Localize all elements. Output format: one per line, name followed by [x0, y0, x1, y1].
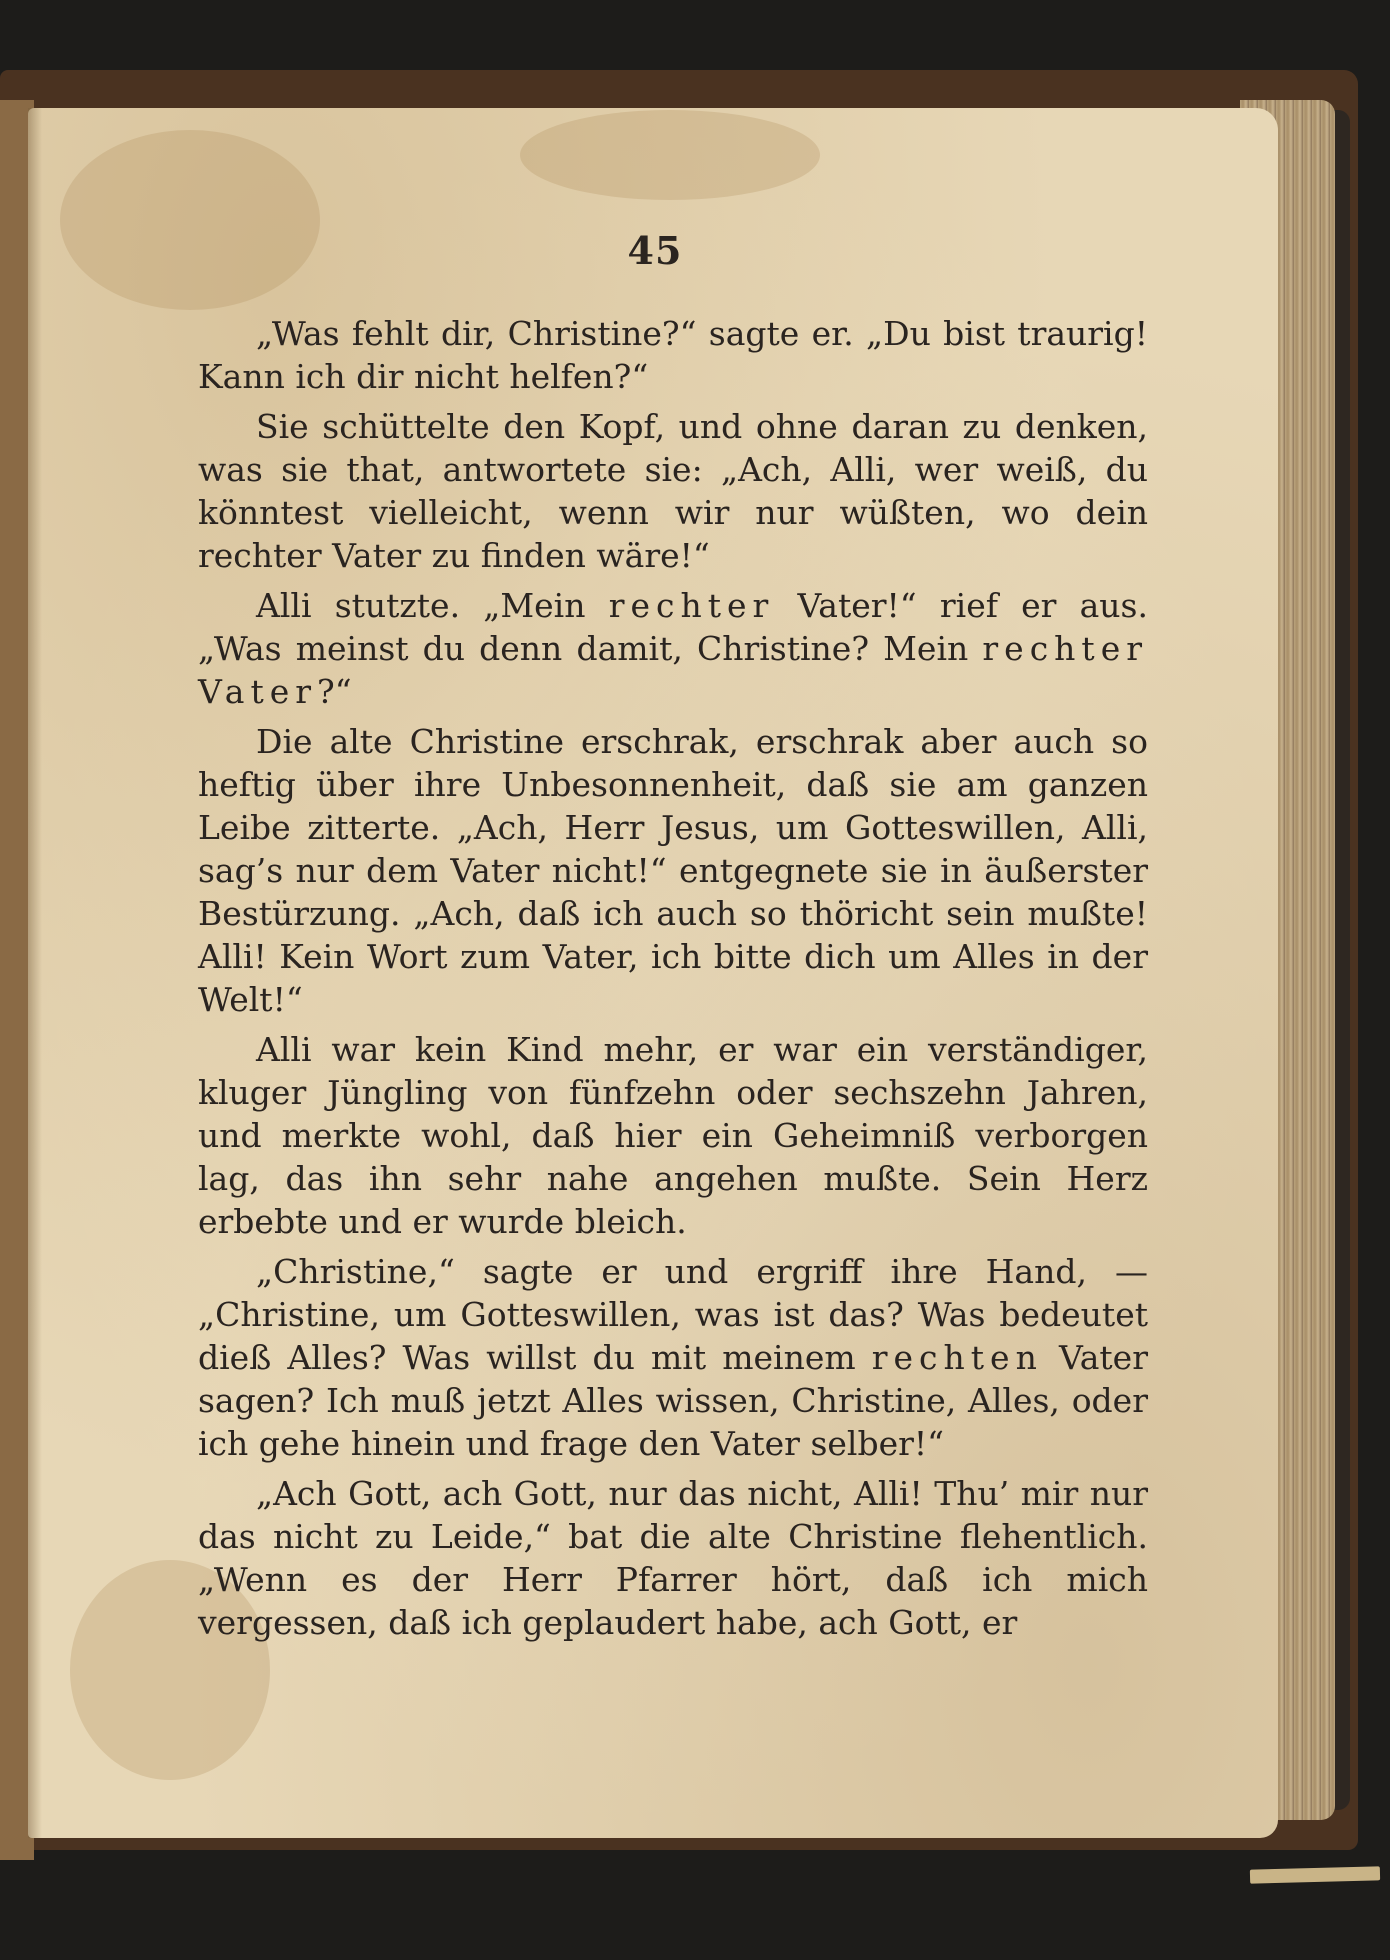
- page-gutter: [28, 108, 42, 1838]
- text-run: Alli stutzte. „Mein: [256, 586, 609, 625]
- paragraph: [198, 1028, 1148, 1243]
- paper-strip: [1250, 1866, 1380, 1883]
- emphasized-text: rechten: [871, 1338, 1043, 1377]
- page-number: 45: [627, 228, 683, 273]
- paragraph: [198, 584, 1148, 713]
- body-text: [198, 312, 1148, 1651]
- text-run: Die alte Christine erschrak, erschrak aber auch so heftig über ihre Unbesonnenheit, daß sie am ganzen Leibe zitterte. „Ach, Herr Jesus, um Gotteswillen, Alli, sag’s nur dem Vater nicht!“ entgegnete sie in äußerster Bestürzung. „Ach, daß ich auch so thöricht sein mußte! Alli! Kein Wort zum Vater, ich bitte dich um Alles in der Welt!“: [198, 722, 1148, 1019]
- text-run: Vater!“ rief er aus. „Was meinst du denn damit, Christine? Mein: [198, 586, 1148, 668]
- emphasized-text: rechter: [608, 586, 775, 625]
- emphasized-text: Vater: [198, 672, 318, 711]
- text-run: „Christine,“ sagte er und ergriff ihre Hand, — „Christine, um Gotteswillen, was ist das? Was bedeutet dieß Alles? Was willst du mit meinem: [198, 1252, 1148, 1377]
- text-run: Vater sagen? Ich muß jetzt Alles wissen, Christine, Alles, oder ich gehe hinein und frage den Vater selber!“: [198, 1338, 1148, 1463]
- paragraph: [198, 312, 1148, 398]
- paragraph: [198, 405, 1148, 577]
- text-run: „Was fehlt dir, Christine?“ sagte er. „Du bist traurig! Kann ich dir nicht helfen?“: [198, 314, 1148, 396]
- text-run: Alli war kein Kind mehr, er war ein verständiger, kluger Jüngling von fünfzehn oder sechszehn Jahren, und merkte wohl, daß hier ein Geheimniß verborgen lag, das ihn sehr nahe angehen mußte. Sein Herz erbebte und er wurde bleich.: [198, 1030, 1148, 1241]
- paragraph: [198, 1472, 1148, 1644]
- paragraph: [198, 1250, 1148, 1465]
- paper-stain: [520, 110, 820, 200]
- text-run: „Ach Gott, ach Gott, nur das nicht, Alli! Thu’ mir nur das nicht zu Leide,“ bat die alte Christine flehentlich. „Wenn es der Herr Pfarrer hört, daß ich mich vergessen, daß ich geplaudert habe, ach Gott, er: [198, 1474, 1148, 1642]
- text-run: ?“: [317, 672, 352, 711]
- emphasized-text: rechter: [982, 629, 1148, 668]
- paper-stain: [60, 130, 320, 310]
- text-run: Sie schüttelte den Kopf, und ohne daran zu denken, was sie that, antwortete sie: „Ach, Alli, wer weiß, du könntest vielleicht, wenn wir nur wüßten, wo dein rechter Vater zu finden wäre!“: [198, 407, 1148, 575]
- paragraph: [198, 720, 1148, 1021]
